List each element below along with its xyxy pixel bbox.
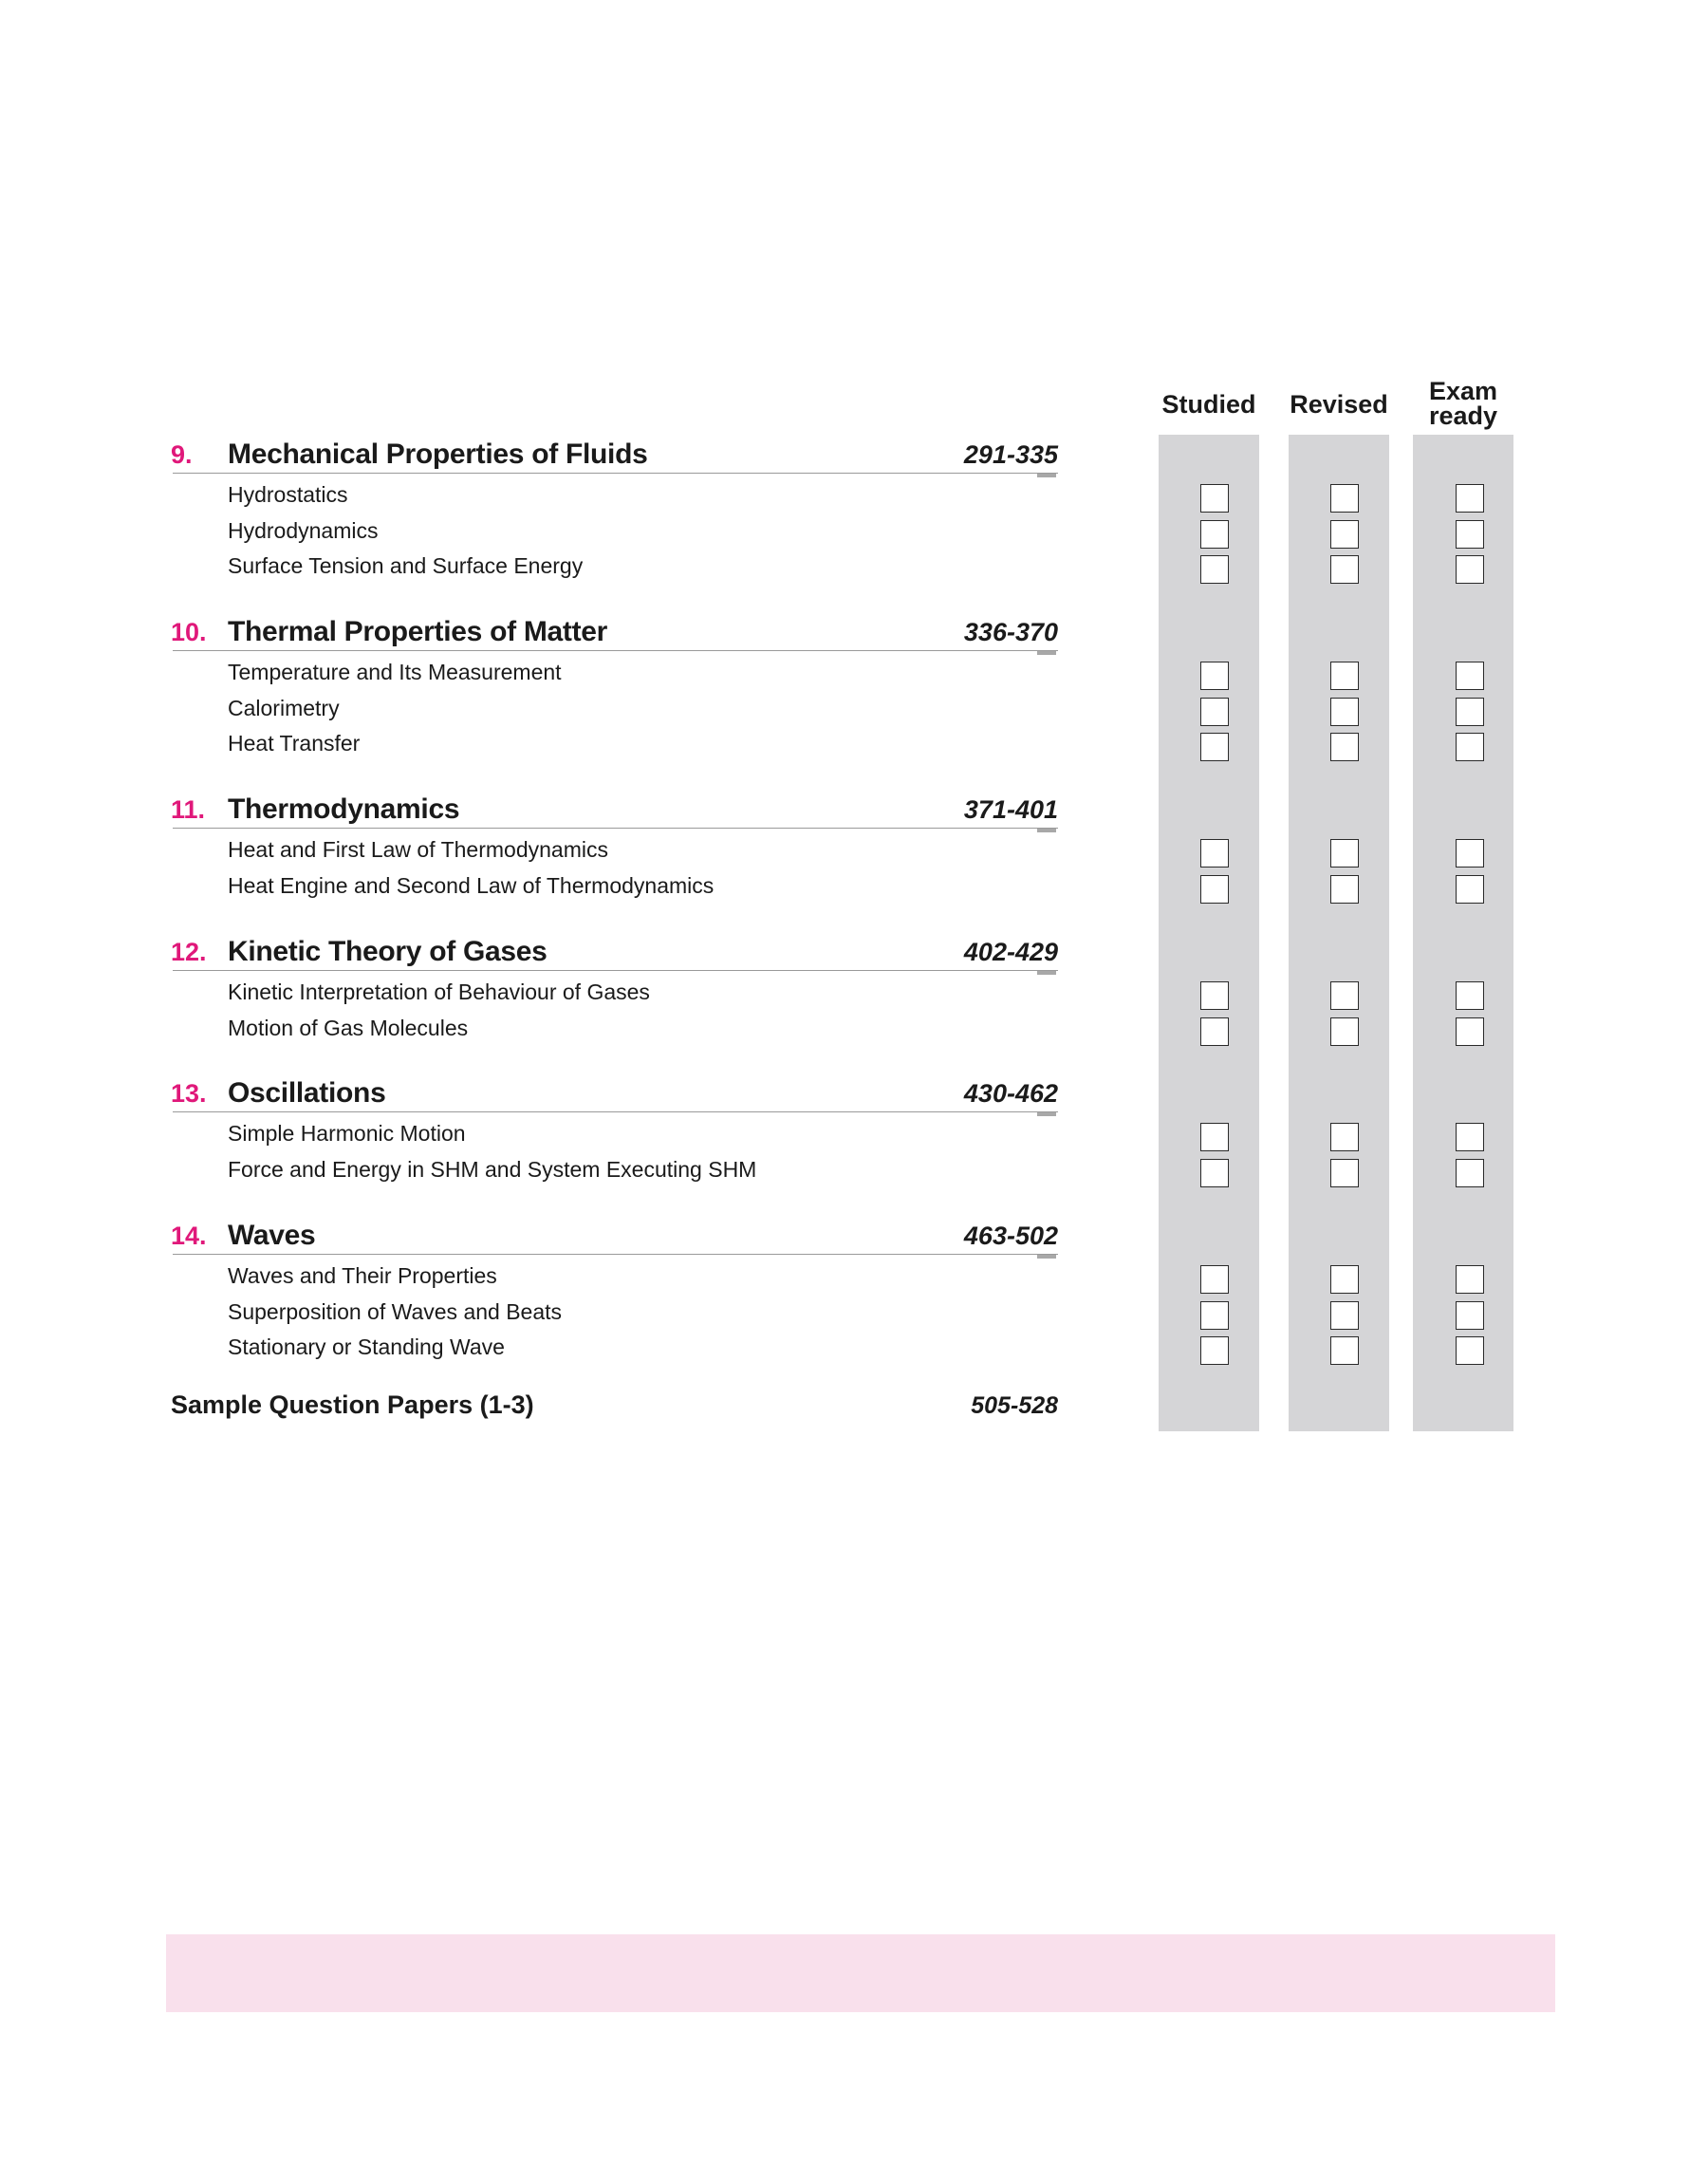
- studied-checkbox[interactable]: [1200, 555, 1229, 584]
- chapter-divider: [173, 970, 1058, 971]
- chapter-title: Waves: [228, 1220, 316, 1251]
- chapter-title: Oscillations: [228, 1077, 386, 1109]
- topic-item: Temperature and Its Measurement: [228, 660, 562, 684]
- exam-ready-checkbox[interactable]: [1456, 484, 1484, 513]
- revised-checkbox[interactable]: [1330, 698, 1359, 726]
- studied-checkbox[interactable]: [1200, 1336, 1229, 1365]
- column-header-exam-ready: Exam ready: [1428, 377, 1498, 430]
- topic-item: Hydrostatics: [228, 482, 348, 507]
- studied-checkbox[interactable]: [1200, 1123, 1229, 1151]
- chapter-pages: 463-502: [963, 1222, 1058, 1250]
- divider-tick: [1037, 1112, 1056, 1116]
- revised-checkbox[interactable]: [1330, 662, 1359, 690]
- studied-checkbox[interactable]: [1200, 1159, 1229, 1187]
- revised-checkbox[interactable]: [1330, 520, 1359, 549]
- exam-ready-checkbox[interactable]: [1456, 733, 1484, 761]
- revised-checkbox[interactable]: [1330, 484, 1359, 513]
- studied-checkbox[interactable]: [1200, 1301, 1229, 1330]
- divider-tick: [1037, 1255, 1056, 1259]
- studied-checkbox[interactable]: [1200, 484, 1229, 513]
- chapter-pages: 402-429: [963, 938, 1058, 966]
- chapter-number: 11.: [171, 795, 206, 824]
- chapter-pages: 291-335: [963, 440, 1058, 469]
- studied-checkbox[interactable]: [1200, 981, 1229, 1010]
- chapter-divider: [173, 473, 1058, 474]
- chapter-title: Thermodynamics: [228, 793, 460, 825]
- revised-checkbox[interactable]: [1330, 1265, 1359, 1294]
- chapter-divider: [173, 1254, 1058, 1255]
- chapter-title: Kinetic Theory of Gases: [228, 936, 548, 967]
- revised-checkbox[interactable]: [1330, 733, 1359, 761]
- studied-checkbox[interactable]: [1200, 520, 1229, 549]
- exam-ready-checkbox[interactable]: [1456, 1265, 1484, 1294]
- divider-tick: [1037, 474, 1056, 477]
- revised-checkbox[interactable]: [1330, 875, 1359, 904]
- chapter-number: 10.: [171, 618, 207, 646]
- column-header-studied: Studied: [1161, 390, 1256, 419]
- footer-band: [166, 1934, 1555, 2012]
- exam-ready-checkbox[interactable]: [1456, 1336, 1484, 1365]
- topic-item: Heat Transfer: [228, 731, 361, 756]
- revised-checkbox[interactable]: [1330, 1017, 1359, 1046]
- column-header-revised: Revised: [1290, 390, 1388, 419]
- divider-tick: [1037, 971, 1056, 975]
- revised-checkbox[interactable]: [1330, 1301, 1359, 1330]
- topic-item: Stationary or Standing Wave: [228, 1334, 505, 1359]
- chapter-divider: [173, 828, 1058, 829]
- exam-ready-checkbox[interactable]: [1456, 1123, 1484, 1151]
- revised-checkbox[interactable]: [1330, 1336, 1359, 1365]
- studied-checkbox[interactable]: [1200, 733, 1229, 761]
- revised-checkbox[interactable]: [1330, 839, 1359, 868]
- studied-checkbox[interactable]: [1200, 875, 1229, 904]
- exam-ready-checkbox[interactable]: [1456, 981, 1484, 1010]
- exam-ready-checkbox[interactable]: [1456, 698, 1484, 726]
- topic-item: Waves and Their Properties: [228, 1263, 497, 1288]
- chapter-title: Thermal Properties of Matter: [228, 616, 608, 647]
- chapter-number: 13.: [171, 1079, 207, 1108]
- revised-checkbox[interactable]: [1330, 981, 1359, 1010]
- sample-papers-pages: 505-528: [971, 1392, 1058, 1419]
- chapter-pages: 336-370: [963, 618, 1058, 646]
- divider-tick: [1037, 829, 1056, 832]
- studied-checkbox[interactable]: [1200, 1017, 1229, 1046]
- exam-ready-checkbox[interactable]: [1456, 839, 1484, 868]
- studied-checkbox[interactable]: [1200, 839, 1229, 868]
- studied-checkbox[interactable]: [1200, 1265, 1229, 1294]
- topic-item: Surface Tension and Surface Energy: [228, 553, 584, 578]
- exam-ready-checkbox[interactable]: [1456, 1301, 1484, 1330]
- exam-ready-checkbox[interactable]: [1456, 1159, 1484, 1187]
- studied-checkbox[interactable]: [1200, 698, 1229, 726]
- topic-item: Force and Energy in SHM and System Executing SHM: [228, 1156, 757, 1182]
- topic-item: Simple Harmonic Motion: [228, 1121, 466, 1146]
- topic-item: Kinetic Interpretation of Behaviour of Gases: [228, 980, 650, 1004]
- topic-item: Hydrodynamics: [228, 517, 379, 543]
- chapter-pages: 371-401: [963, 795, 1058, 824]
- divider-tick: [1037, 651, 1056, 655]
- studied-checkbox[interactable]: [1200, 662, 1229, 690]
- exam-ready-checkbox[interactable]: [1456, 1017, 1484, 1046]
- revised-checkbox[interactable]: [1330, 555, 1359, 584]
- exam-ready-checkbox[interactable]: [1456, 555, 1484, 584]
- exam-ready-checkbox[interactable]: [1456, 520, 1484, 549]
- chapter-pages: 430-462: [963, 1079, 1058, 1108]
- topic-item: Calorimetry: [228, 695, 340, 720]
- chapter-divider: [173, 650, 1058, 651]
- topic-item: Motion of Gas Molecules: [228, 1015, 469, 1040]
- chapter-title: Mechanical Properties of Fluids: [228, 438, 648, 470]
- revised-checkbox[interactable]: [1330, 1123, 1359, 1151]
- chapter-number: 12.: [171, 938, 207, 966]
- exam-ready-checkbox[interactable]: [1456, 662, 1484, 690]
- topic-item: Heat and First Law of Thermodynamics: [228, 837, 608, 862]
- chapter-number: 9.: [171, 440, 193, 469]
- sample-papers-title: Sample Question Papers (1-3): [171, 1390, 534, 1419]
- topic-item: Superposition of Waves and Beats: [228, 1298, 563, 1324]
- chapter-divider: [173, 1111, 1058, 1112]
- topic-item: Heat Engine and Second Law of Thermodynamics: [228, 872, 715, 898]
- revised-checkbox[interactable]: [1330, 1159, 1359, 1187]
- exam-ready-checkbox[interactable]: [1456, 875, 1484, 904]
- chapter-number: 14.: [171, 1222, 207, 1250]
